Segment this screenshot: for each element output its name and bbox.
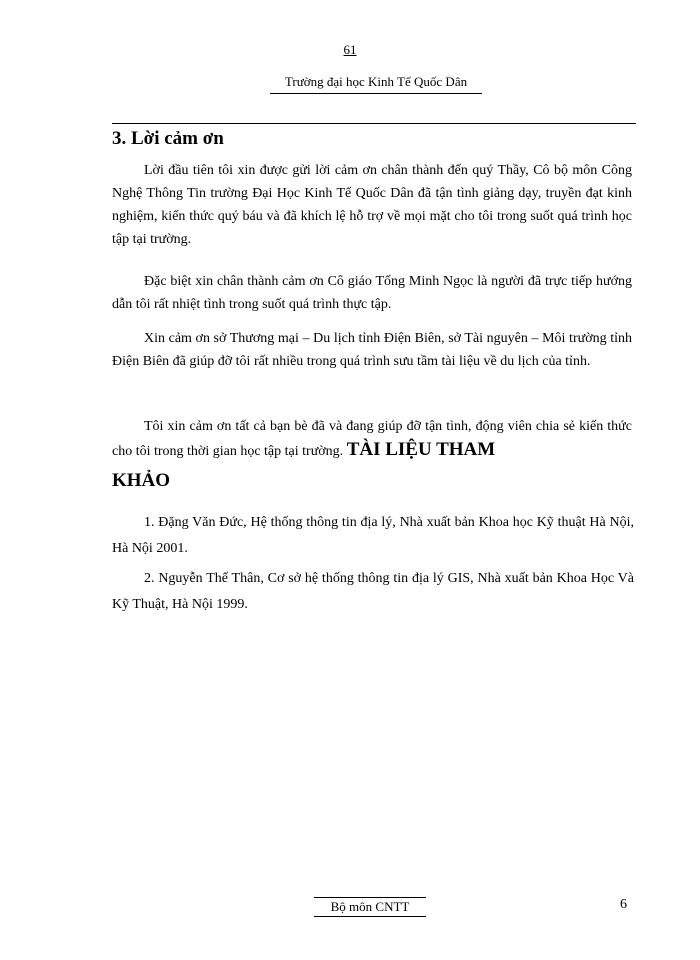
references-heading-part2: KHẢO (112, 470, 171, 491)
paragraph-4-text: Tôi xin cảm ơn tất cả bạn bè đã và đang giúp đỡ tận tình, động viên chia sẻ kiến thức cho tôi trong thời gian học tập tại trường. (112, 419, 632, 459)
paragraph-4 (112, 415, 632, 463)
paragraph-2: Đặc biệt xin chân thành cảm ơn Cô giáo Tống Minh Ngọc là người đã trực tiếp hướng dẫn tôi rất nhiệt tình trong suốt quá trình thực tập. (112, 274, 632, 312)
header-title: Trường đại học Kinh Tế Quốc Dân (270, 74, 482, 94)
reference-item-1: 1. Đặng Văn Đức, Hệ thống thông tin địa lý, Nhà xuất bản Khoa học Kỹ thuật Hà Nội, Hà Nội 2001. (112, 515, 634, 556)
section-title: 3. Lời cảm ơn (112, 128, 224, 149)
references-heading-part1: TÀI LIỆU THAM (346, 439, 496, 460)
header-page-number: 61 (343, 42, 357, 57)
paragraph-3: Xin cảm ơn sở Thương mại – Du lịch tỉnh Điện Biên, sở Tài nguyên – Môi trường tỉnh Điện Biên đã giúp đỡ tôi rất nhiều trong quá trình sưu tầm tài liệu về du lịch của tỉnh. (112, 331, 632, 369)
footer-page-number: 6 (620, 897, 627, 912)
header-rule (112, 123, 636, 124)
footer-department: Bộ môn CNTT (314, 897, 426, 917)
paragraph-1: Lời đầu tiên tôi xin được gửi lời cảm ơn chân thành đến quý Thầy, Cô bộ môn Công Nghệ Thông Tin trường Đại Học Kinh Tế Quốc Dân đã tận tình giảng dạy, truyền đạt kinh nghiệm, kiến thức quý báu và đã khích lệ hỗ trợ về mọi mặt cho tôi trong suốt quá trình học tập tại trường. (112, 163, 632, 247)
reference-item-2: 2. Nguyễn Thế Thân, Cơ sở hệ thống thông tin địa lý GIS, Nhà xuất bản Khoa Học Và Kỹ Thuật, Hà Nội 1999. (112, 571, 634, 612)
